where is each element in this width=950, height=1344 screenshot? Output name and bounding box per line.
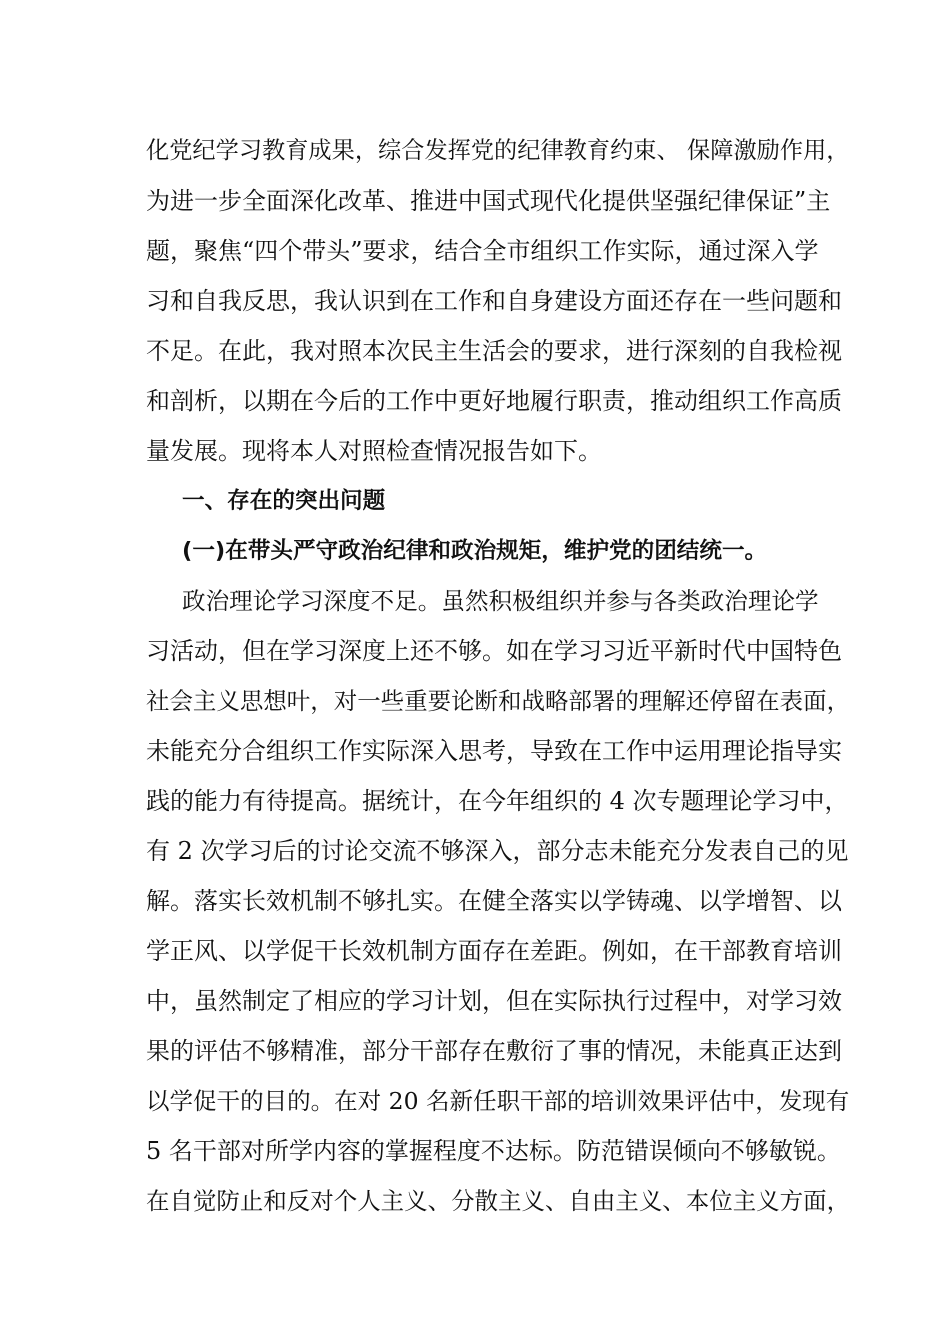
paragraph-line: 有 2 次学习后的讨论交流不够深入，部分志未能充分发表自己的见 [146, 837, 849, 865]
paragraph-line: 政治理论学习深度不足。虽然积极组织并参与各类政治理论学 [182, 587, 819, 615]
paragraph-line: 解。落实长效机制不够扎实。在健全落实以学铸魂、以学增智、以 [146, 887, 842, 915]
paragraph-line: 习和自我反思，我认识到在工作和自身建设方面还存在一些问题和 [146, 287, 842, 315]
paragraph-line: 5 名干部对所学内容的掌握程度不达标。防范错误倾向不够敏锐。 [146, 1137, 841, 1165]
paragraph-line: 中，虽然制定了相应的学习计划，但在实际执行过程中，对学习效 [146, 987, 842, 1015]
paragraph-line: 和剖析，以期在今后的工作中更好地履行职责，推动组织工作高质 [146, 387, 842, 415]
paragraph-line: 学正风、以学促干长效机制方面存在差距。例如，在干部教育培训 [146, 937, 842, 965]
paragraph-line: 不足。在此，我对照本次民主生活会的要求，进行深刻的自我检视 [146, 337, 842, 365]
paragraph-line: 以学促干的目的。在对 20 名新任职干部的培训效果评估中，发现有 [146, 1087, 850, 1115]
paragraph-line: 化党纪学习教育成果，综合发挥党的纪律教育约束、 保障激励作用， [146, 137, 850, 164]
paragraph-line: 题，聚焦“四个带头”要求，结合全市组织工作实际，通过深入学 [146, 237, 819, 265]
paragraph-line: 在自觉防止和反对个人主义、分散主义、自由主义、本位主义方面， [146, 1187, 851, 1215]
subsection-heading: (一)在带头严守政治纪律和政治规矩，维护党的团结统一。 [182, 538, 768, 564]
section-heading: 一、存在的突出问题 [182, 488, 386, 514]
paragraph-line: 践的能力有待提高。据统计，在今年组织的 4 次专题理论学习中， [146, 787, 849, 815]
paragraph-line: 为进一步全面深化改革、推进中国式现代化提供坚强纪律保证”主 [146, 187, 831, 215]
paragraph-line: 社会主义思想叶，对一些重要论断和战略部署的理解还停留在表面， [146, 687, 851, 715]
paragraph-line: 果的评估不够精准，部分干部存在敷衍了事的情况，未能真正达到 [146, 1037, 842, 1065]
paragraph-line: 量发展。现将本人对照检查情况报告如下。 [146, 437, 602, 465]
paragraph-line: 未能充分合组织工作实际深入思考，导致在工作中运用理论指导实 [146, 737, 842, 765]
paragraph-line: 习活动，但在学习深度上还不够。如在学习习近平新时代中国特色 [146, 637, 842, 665]
